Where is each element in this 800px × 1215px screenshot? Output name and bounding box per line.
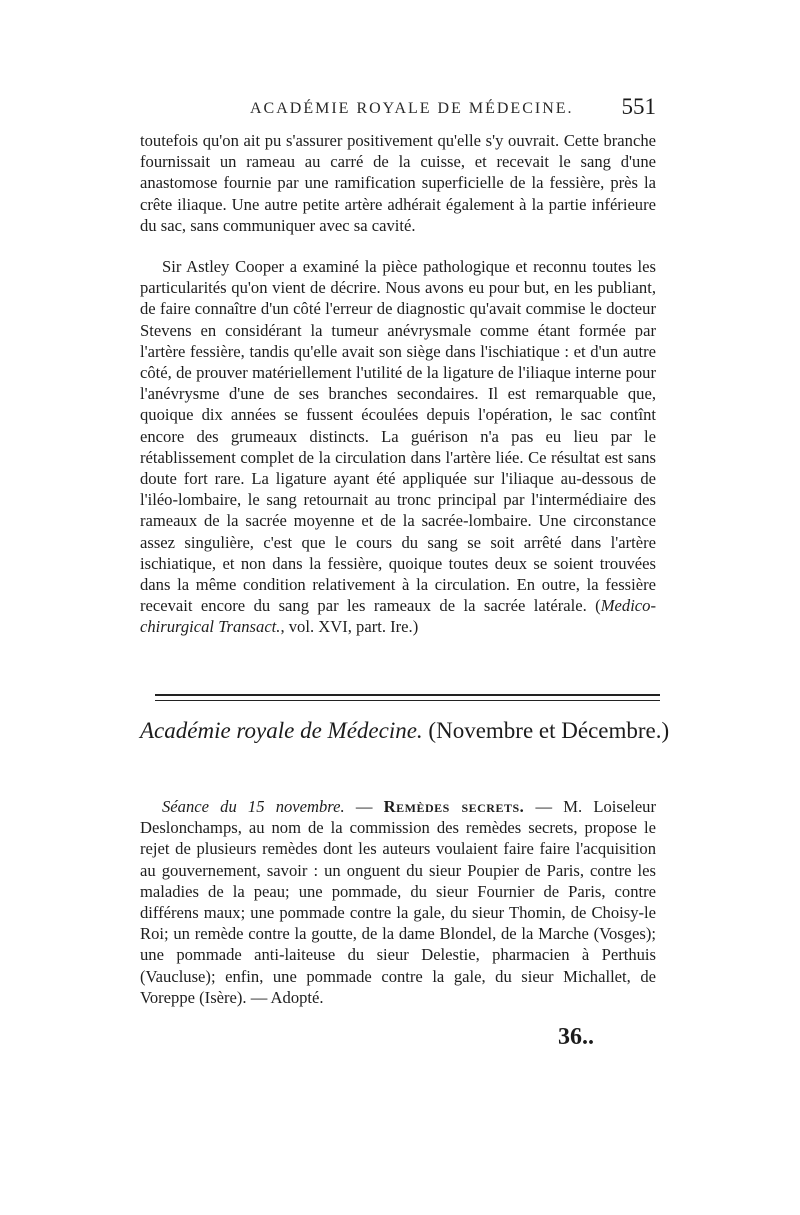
- page-number: 551: [621, 94, 656, 119]
- seance-text: — M. Loiseleur Deslonchamps, au nom de la commission des remèdes secrets, propose le rejet de plusieurs remèdes dont les auteurs voulaient faire faire l'acquisition au gouvernement, savoir : un onguent du sieur Poupier de Paris, contre les maladies de la peau; une pommade, du sieur Fournier de Paris, contre différens maux; une pommade contre la gale, du sieur Thomin, de Choisy-le Roi; un remède contre la goutte, de la dame Blondel, de la Marche (Vosges); une pommade anti-laiteuse du sieur Delestie, pharmacien à Perthuis (Vaucluse); enfin, une pommade contre la gale, du sieur Michallet, de Voreppe (Isère). — Adopté.: [140, 797, 657, 1007]
- paragraph-2-tail: , vol. XVI, part. Ire.): [280, 617, 419, 637]
- seance-entry: [140, 796, 656, 1008]
- paragraph-2: [140, 256, 656, 638]
- page-header: [140, 96, 660, 126]
- paragraph-2-main: Sir Astley Cooper a examiné la pièce pathologique et reconnu toutes les particularités qu'on vient de décrire. Nous avons eu pour but, en les publiant, de faire connaître d'un côté l'erreur de diagnostic qu'avait commise le docteur Stevens en considérant la tumeur anévrysmale comme étant formée par l'artère fessière, tandis qu'elle avait son siège dans l'ischiatique : et d'un autre côté, de prouver matériellement l'utilité de la ligature de l'iliaque interne pour l'anévrysme d'une de ses branches secondaires. Il est remarquable que, quoique dix années se fussent écoulées depuis l'opération, le sac contînt encore des grumeaux distincts. La guérison n'a pas eu lieu par le rétablissement complet de la circulation dans l'artère liée. Ce résultat est sans doute fort rare. La ligature ayant été appliquée sur l'iliaque au-dessous de l'iléo-lombaire, le sang retournait au tronc principal par l'intermédiaire des rameaux de la sacrée moyenne et de la sacrée-lombaire. Une circonstance assez singulière, c'est que le cours du sang se soit arrêté dans l'artère ischiatique, et non dans la fessière, quoique toutes deux se soient trouvées dans la même condition relativement à la circulation. En outre, la fessière recevait encore du sang par les rameaux de la sacrée latérale. (: [140, 257, 656, 616]
- seance-label: Séance du 15 novembre.: [162, 797, 345, 816]
- section-heading: [140, 718, 670, 750]
- section-heading-italic: Académie royale de Médecine.: [140, 718, 423, 743]
- paragraph-cooper: [140, 256, 656, 638]
- paragraph-continuation: [140, 130, 656, 236]
- paragraph-1: toutefois qu'on ait pu s'assurer positivement qu'elle s'y ouvrait. Cette branche fournissait un rameau au carré de la cuisse, et recevait le sang d'une anastomose fournie par une ramification superficielle de la fessière, près la crête iliaque. Une autre petite artère adhérait également à la partie inférieure du sac, sans communiquer avec sa cavité.: [140, 131, 656, 235]
- seance-paragraph: [140, 796, 656, 1008]
- seance-subject: Remèdes secrets.: [383, 797, 525, 816]
- seance-dash: —: [344, 797, 384, 816]
- running-title: ACADÉMIE ROYALE DE MÉDECINE.: [250, 100, 574, 117]
- section-heading-dates: (Novembre et Décembre.): [428, 718, 670, 743]
- journal-citation: Medico-chirurgical Transact.: [140, 596, 656, 637]
- section-divider-thick: [155, 694, 660, 696]
- signature-mark: 36..: [558, 1024, 594, 1050]
- section-divider-thin: [155, 700, 660, 701]
